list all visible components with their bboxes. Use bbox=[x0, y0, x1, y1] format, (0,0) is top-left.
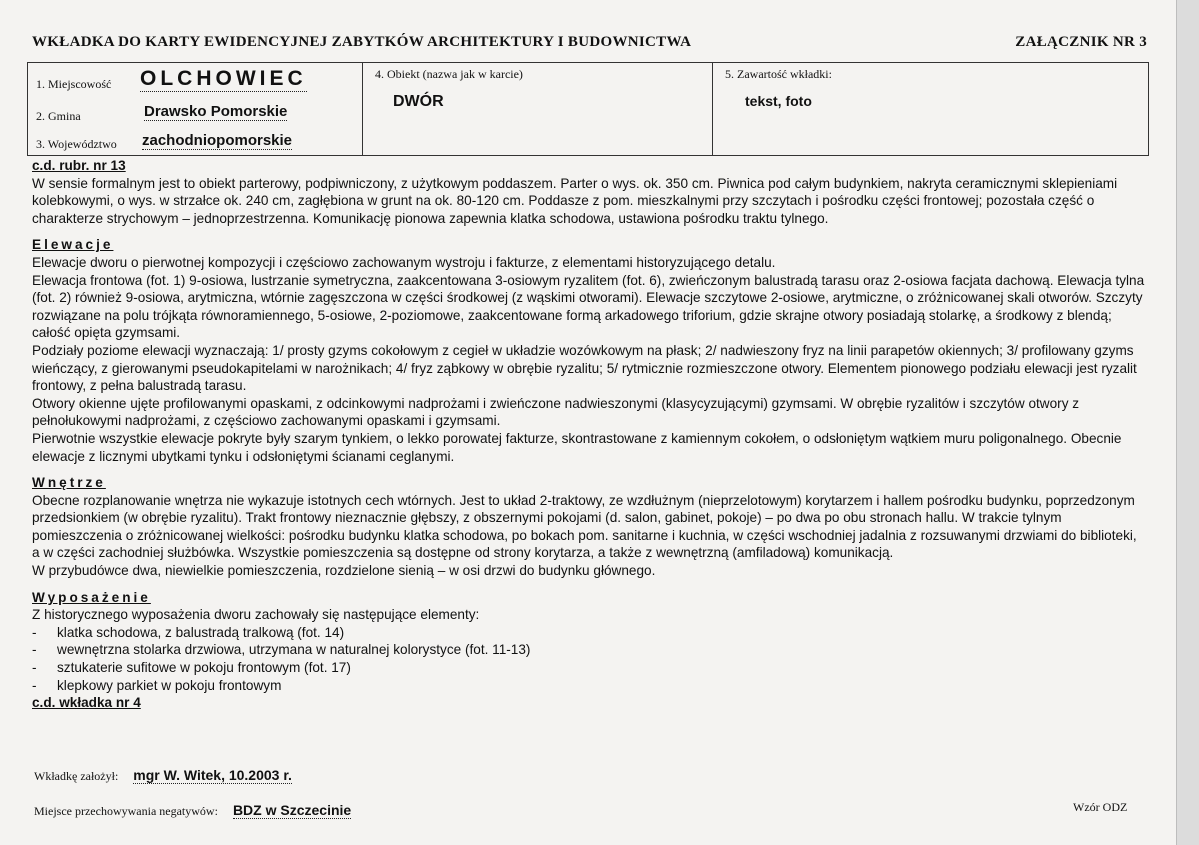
voivodeship-label: 3. Województwo bbox=[36, 137, 117, 151]
storage-line bbox=[34, 802, 351, 819]
contents-value: tekst, foto bbox=[745, 93, 812, 109]
elevations-paragraph: Elewacja frontowa (fot. 1) 9-osiowa, lustrzanie symetryczna, zaakcentowana 3-osiowym ryzalitem (fot. 6), zwieńczonym balustradą tarasu oraz 2-osiowa facjata dachową. Elewacja tylna (fot. 2) również 9-osiowa, arytmiczna, wtórnie zagęszczona w części środkowej (z wąskimi otworami). Elewacje szczytowe 2-osiowe, arytmiczne, o zróżnicowanej skali otworów. Szczyty rozwiązane na polu trójkąta równoramiennego, 5-osiowe, 2-poziomowe, zaakcentowane formą arkadowego triforium, gdzie skrajne otwory posiadają stolarkę, a środkowy z blendą; całość opięta gzymsami. bbox=[32, 272, 1145, 341]
contents-label: 5. Zawartość wkładki: bbox=[725, 67, 832, 81]
list-item: - wewnętrzna stolarka drzwiowa, utrzymana w naturalnej kolorystyce (fot. 11-13) bbox=[32, 642, 531, 658]
furnishings-heading: Wyposażenie bbox=[32, 589, 151, 605]
interior-heading: Wnętrze bbox=[32, 475, 106, 491]
scan-edge bbox=[1176, 0, 1199, 845]
elevations-paragraph: Elewacje dworu o pierwotnej kompozycji i częściowo zachowanym wystroju i fakturze, z elementami historyzującego detalu. bbox=[32, 254, 776, 270]
attachment-number: ZAŁĄCZNIK NR 3 bbox=[1015, 34, 1147, 50]
next-insert-heading: c.d. wkładka nr 4 bbox=[32, 695, 141, 711]
list-item: - sztukaterie sufitowe w pokoju frontowym (fot. 17) bbox=[32, 660, 351, 676]
document-body bbox=[32, 157, 1147, 712]
commune-value: Drawsko Pomorskie bbox=[144, 103, 288, 120]
elevations-heading: Elewacje bbox=[32, 237, 114, 253]
voivodeship-value: zachodniopomorskie bbox=[142, 132, 293, 149]
list-item: - klepkowy parkiet w pokoju frontowym bbox=[32, 677, 282, 693]
furnishings-intro: Z historycznego wyposażenia dworu zachowały się następujące elementy: bbox=[32, 607, 480, 623]
commune-label: 2. Gmina bbox=[36, 109, 81, 123]
continuation-heading: c.d. rubr. nr 13 bbox=[32, 158, 126, 173]
form-title: WKŁADKA DO KARTY EWIDENCYJNEJ ZABYTKÓW ARCHITEKTURY I BUDOWNICTWA bbox=[32, 34, 692, 50]
contents-column bbox=[713, 63, 1148, 155]
locality-value: OLCHOWIEC bbox=[140, 67, 307, 90]
continuation-paragraph: W sensie formalnym jest to obiekt parterowy, podpiwniczony, z użytkowym poddaszem. Parter o wys. ok. 350 cm. Piwnica pod całym budynkiem, nakryta ceramicznymi sklepieniami kolebkowymi, o wys. w strzałce ok. 240 cm, zagłębiona w grunt na ok. 80-120 cm. Poddasze z pom. mieszkalnymi przy szczytach i pośrodku części frontowej; pozostała część o charakterze strychowym – jednoprzestrzenna. Komunikację pionowa zapewnia klatka schodowa, ustawiona pośrodku traktu tylnego. bbox=[32, 175, 1118, 226]
form-template-label: Wzór ODZ bbox=[1073, 800, 1128, 814]
author-label: Wkładkę założył: bbox=[34, 769, 119, 783]
elevations-paragraph: Pierwotnie wszystkie elewacje pokryte były szarym tynkiem, o lekko porowatej fakturze, skontrastowane z kamiennym cokołem, o odsłoniętym wątkiem muru poligonalnego. Obecnie elewacje z licznymi ubytkami tynku i odsłoniętymi ścianami ceglanymi. bbox=[32, 430, 1122, 464]
list-item: - klatka schodowa, z balustradą tralkową (fot. 14) bbox=[32, 624, 345, 640]
storage-label: Miejsce przechowywania negatywów: bbox=[34, 804, 218, 818]
locality-label: 1. Miejscowość bbox=[36, 77, 112, 91]
interior-paragraph: W przybudówce dwa, niewielkie pomieszczenia, rozdzielone sienią – w osi drzwi do budynku głównego. bbox=[32, 563, 656, 579]
object-label: 4. Obiekt (nazwa jak w karcie) bbox=[375, 67, 523, 81]
storage-value: BDZ w Szczecinie bbox=[232, 802, 352, 818]
object-column bbox=[363, 63, 713, 155]
object-value: DWÓR bbox=[393, 93, 444, 110]
location-column bbox=[28, 63, 363, 155]
elevations-paragraph: Podziały poziome elewacji wyznaczają: 1/ prosty gzyms cokołowym z cegieł w układzie wozówkowym na płask; 2/ nadwieszony fryz na linii parapetów okiennych; 3/ profilowany gzyms wieńczący, z gierowanymi pseudokapitelami w narożnikach; 4/ fryz ząbkowy w obrębie ryzalitu; 5/ rytmicznie rozmieszczone otwory. Elementem pionowego podziału elewacji jest ryzalit frontowy, z pełna balustradą tarasu. bbox=[32, 342, 1137, 394]
form-header bbox=[32, 34, 1147, 51]
interior-paragraph: Obecne rozplanowanie wnętrza nie wykazuje istotnych cech wtórnych. Jest to układ 2-traktowy, ze wzdłużnym (nieprzelotowym) korytarzem i hallem pośrodku budynku, poprzedzonym przedsionkiem (w obrębie ryzalitu). Trakt frontowy nieznacznie głębszy, z obszernymi pokojami (d. salon, gabinet, pokoje) – po dwa po obu stronach hallu. W trakcie tylnym pomieszczenia o zróżnicowanej wielkości: pośrodku budynku klatka schodowa, po bokach pom. sanitarne i kuchnia, w części wschodniej jadalnia z rozsuwanymi drzwiami do biblioteki, a w części zachodniej służbówka. Wszystkie pomieszczenia są dostępne od strony korytarza, a także z wewnętrzną (amfiladową) komunikacją. bbox=[32, 492, 1137, 561]
author-line bbox=[34, 767, 292, 784]
identification-box bbox=[27, 62, 1149, 156]
elevations-paragraph: Otwory okienne ujęte profilowanymi opaskami, z odcinkowymi nadprożami i zwieńczone nadwieszonymi (klasycyzującymi) gzymsami. W obrębie ryzalitów i szczytów otwory z pełnołukowymi nadprożami, z częściowo zachowanymi opaskami i gzymsami. bbox=[32, 395, 1080, 429]
author-value: mgr W. Witek, 10.2003 r. bbox=[133, 767, 292, 783]
